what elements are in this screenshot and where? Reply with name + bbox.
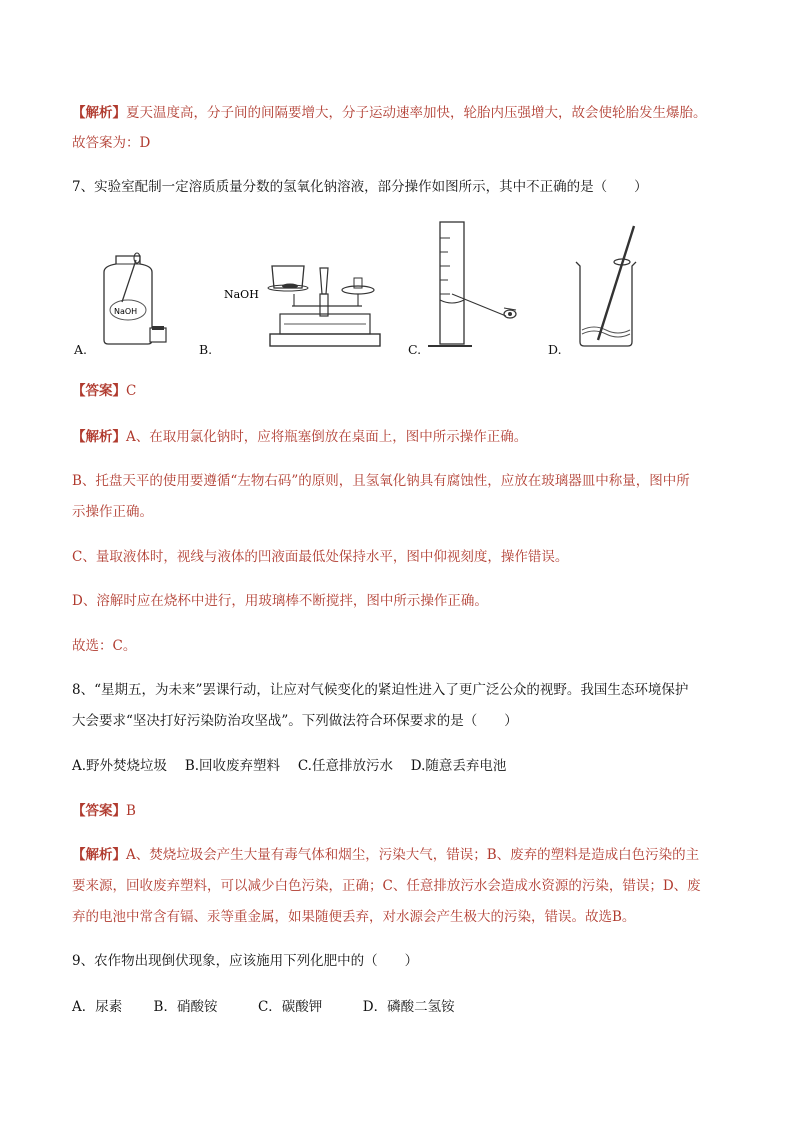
q8-answer: [72, 802, 136, 820]
analysis-text: A、在取用氯化钠时，应将瓶塞倒放在桌面上，图中所示操作正确。: [126, 429, 528, 445]
q8-analysis-line1: [72, 846, 699, 864]
q8-options: A.野外焚烧垃圾 B.回收废弃塑料 C.任意排放污水 D.随意丢弃电池: [72, 758, 507, 774]
q7-analysis-b2: 示操作正确。: [72, 504, 153, 520]
option-b-label: B.: [199, 342, 213, 357]
q7-answer: [72, 382, 136, 400]
q8-question-line1: 8、“星期五，为未来”罢课行动，让应对气候变化的紧迫性进入了更广泛公众的视野。我国生态环境保护: [72, 682, 689, 698]
analysis-text: 夏天温度高，分子间的间隔要增大，分子运动速率加快，轮胎内压强增大，故会使轮胎发生爆胎。: [126, 105, 707, 121]
answer-tag: 【答案】: [72, 383, 126, 399]
analysis-tag: 【解析】: [72, 105, 126, 121]
q8-analysis-line3: 弃的电池中常含有镉、汞等重金属，如果随便丢弃，对水源会产生极大的污染，错误。故选B。: [72, 909, 636, 925]
q7-analysis-d: D、溶解时应在烧杯中进行，用玻璃棒不断搅拌，图中所示操作正确。: [72, 593, 488, 609]
figure-c-graduated-cylinder: [428, 218, 528, 352]
q7-conclusion: 故选：C。: [72, 638, 137, 654]
q7-analysis-a: [72, 428, 527, 446]
q9-options: A．尿素 B．硝酸铵 C．碳酸钾 D．磷酸二氢铵: [72, 999, 455, 1015]
figure-d-beaker-stirring: [570, 222, 660, 350]
q6-answer-line: 故答案为：D: [72, 135, 151, 151]
analysis-tag: 【解析】: [72, 847, 126, 863]
q8-analysis-line2: 要来源，回收废弃塑料，可以减少白色污染，正确；C、任意排放污水会造成水资源的污染，错误；D、废: [72, 878, 701, 894]
option-c-label: C.: [408, 342, 422, 357]
q9-question: 9、农作物出现倒伏现象，应该施用下列化肥中的（ ）: [72, 953, 419, 969]
answer-value: B: [126, 803, 136, 819]
figure-b-label: NaOH: [224, 288, 259, 301]
q8-question-line2: 大会要求“坚决打好污染防治攻坚战”。下列做法符合环保要求的是（ ）: [72, 713, 518, 729]
option-d-label: D.: [548, 342, 562, 357]
q7-question: 7、实验室配制一定溶质质量分数的氢氧化钠溶液，部分操作如图所示，其中不正确的是（ ）: [72, 179, 648, 195]
figure-a-reagent-bottle: [96, 252, 180, 348]
analysis-tag: 【解析】: [72, 429, 126, 445]
figure-a-label: NaOH: [114, 307, 138, 316]
figure-b-balance: [222, 250, 382, 350]
answer-value: C: [126, 383, 137, 399]
analysis-text: A、焚烧垃圾会产生大量有毒气体和烟尘，污染大气，错误；B、废弃的塑料是造成白色污染的主: [126, 847, 700, 863]
q7-analysis-b1: B、托盘天平的使用要遵循“左物右码”的原则，且氢氧化钠具有腐蚀性，应放在玻璃器皿中称量，图中所: [72, 473, 690, 489]
q7-analysis-c: C、量取液体时，视线与液体的凹液面最低处保持水平，图中仰视刻度，操作错误。: [72, 549, 569, 565]
q6-analysis: [72, 104, 707, 122]
option-a-label: A.: [74, 342, 88, 357]
answer-tag: 【答案】: [72, 803, 126, 819]
